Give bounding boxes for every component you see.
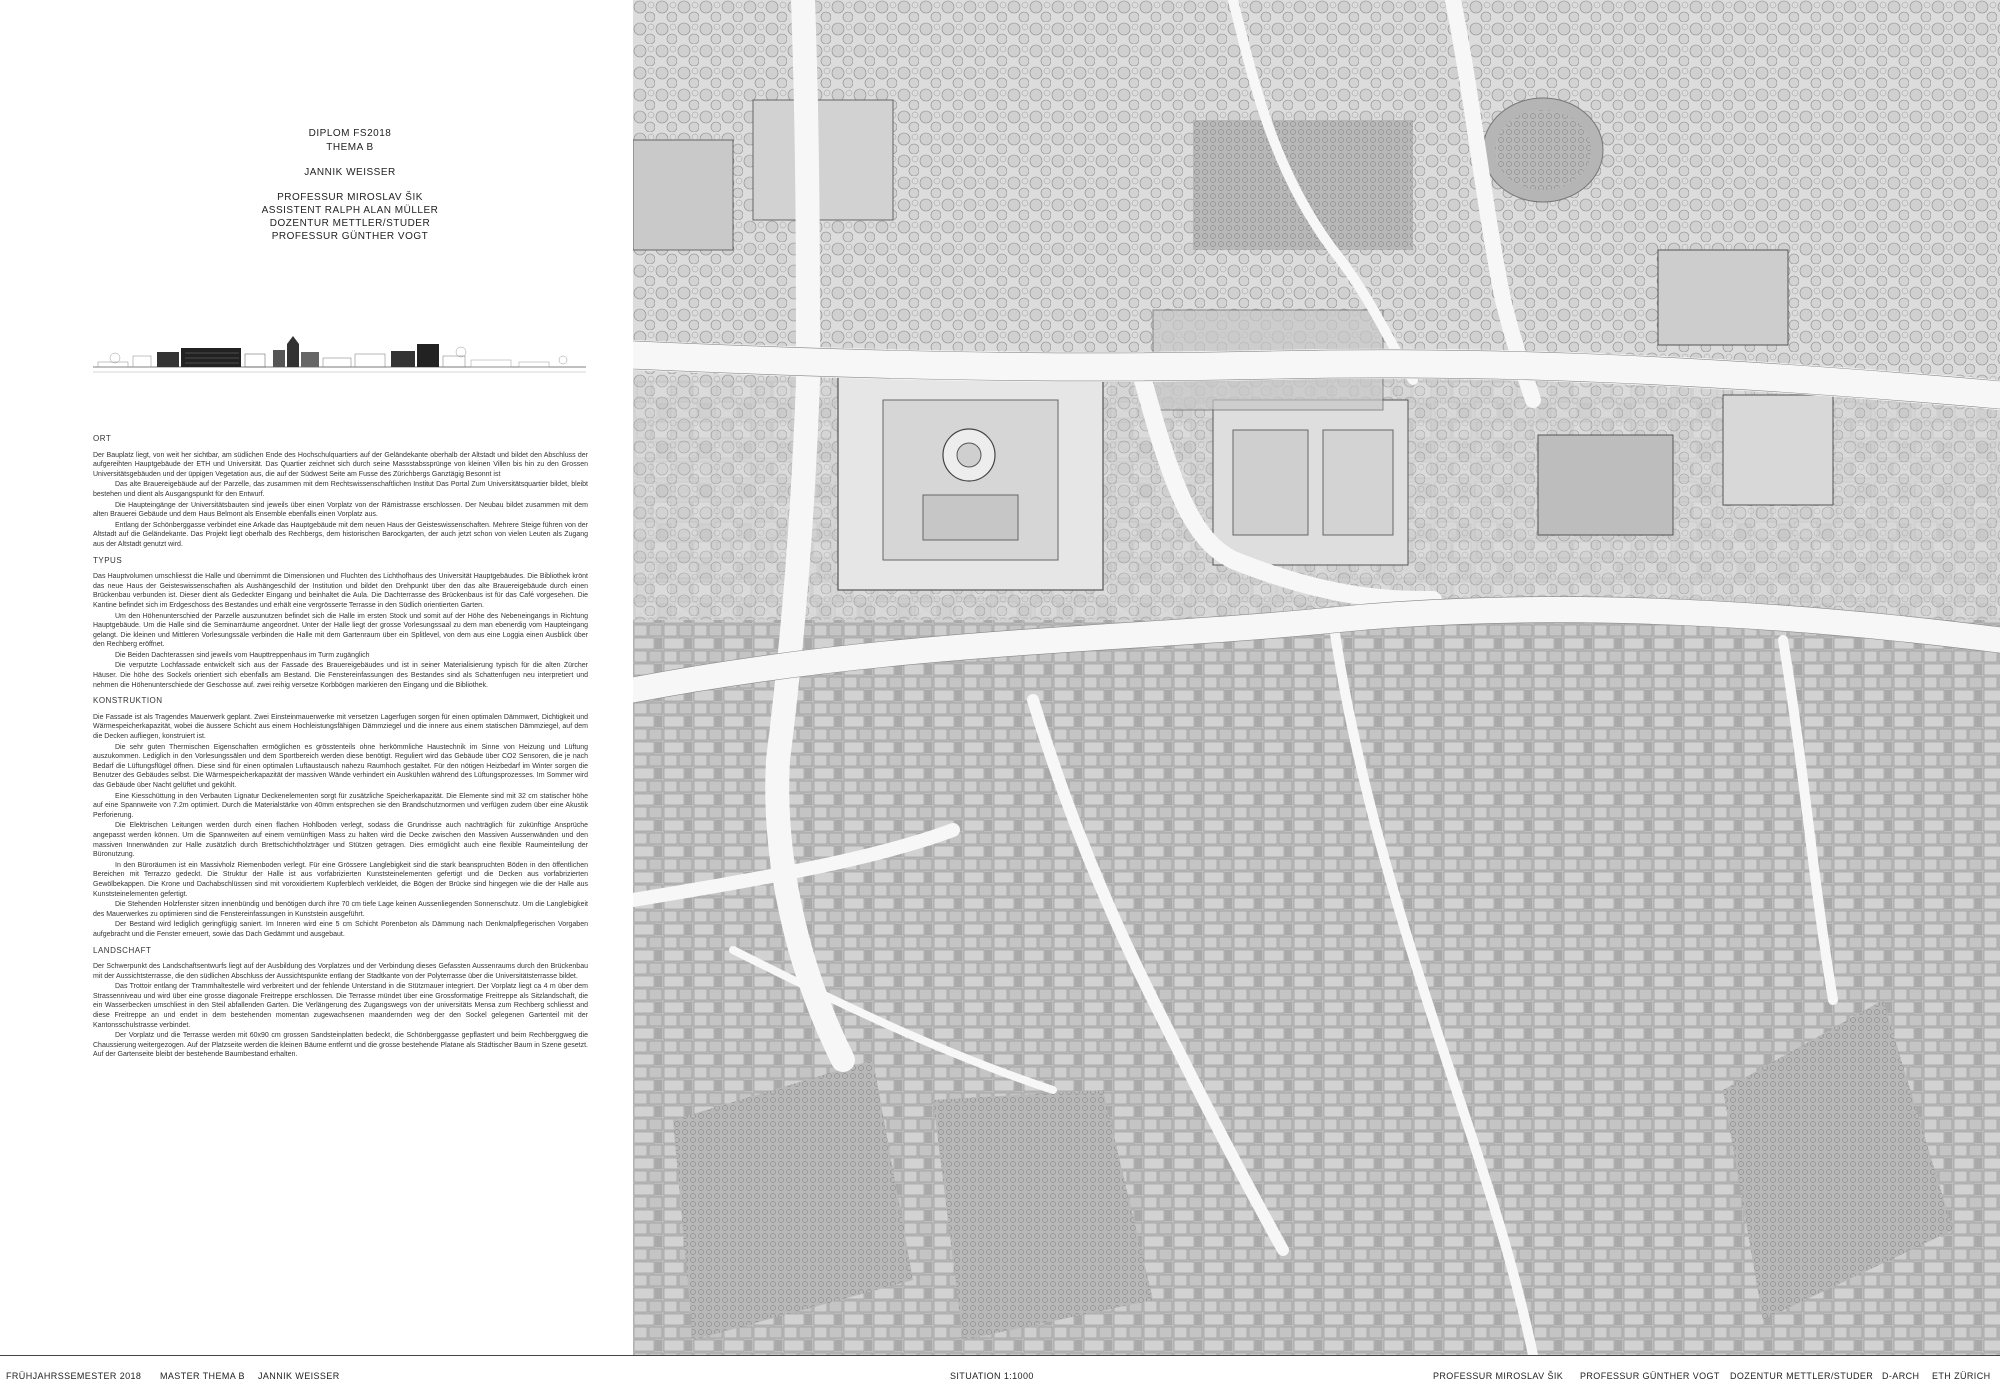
section-paragraph: In den Büroräumen ist ein Massivholz Riemenboden verlegt. Für eine Grössere Langlebigkeit sind die stark beanspruchten Böden in den öffentlichen Bereichen mit Terrazzo gedeckt. Die Struktur der Halle ist aus vorfabrizierten Kunststeinelementen gefertigt und die Decken aus vorfabrizierten Gewölbekappen. Die Krone und Dachabschlüssen sind mit voroxidiertem Kupferblech verkleidet, die Bögen der Brücke sind hingegen wie die der Halle aus Kunststeinelementen gefertigt. [93,861,588,898]
section-paragraph: Die Fassade ist als Tragendes Mauerwerk geplant. Zwei Einsteinmauerwerke mit versetzen Lagerfugen sorgen für einen optimalen Dämmwert, Dichtigkeit und Wärmespeicherkapazität, wobei die äussere Schicht aus einem Hochleistungsfähigen Dämmziegel und die innere aus einem statischen Dämmziegel, auf dem die Decken aufliegen, konstruiert ist. [93,713,588,741]
section-paragraph: Eine Kiesschüttung in den Verbauten Lignatur Deckenelementen sorgt für zusätzliche Speicherkapazität. Die Elemente sind mit 32 cm statischer höhe auf eine Spannweite von 7.2m optimiert. Durch die Materialstärke von 40mm entsprechen sie den Brandschutznormen und verfügen zudem über eine Akustik Perforierung. [93,792,588,819]
section-paragraph: Die verputzte Lochfassade entwickelt sich aus der Fassade des Brauereigebäudes und ist in seiner Materialisierung typisch für die alten Zürcher Häuser. Die höhe des Sockels orientiert sich ebenfalls am Bestand. Die Fenstereinfassungen des Bestandes sind als Schattenfugen neu interpretiert und nehmen die Höhenunterschiede der Geschosse auf. zwei reihig versetze Korbbögen markieren den Eingang und die Bibliothek. [93,662,588,689]
situation-site-plan [633,0,2000,1355]
staff-line-4: PROFESSUR GÜNTHER VOGT [271,231,429,242]
footer-department: D-ARCH [1882,1371,1920,1381]
section-paragraph: Um den Höhenunterschied der Parzelle auszunutzen befindet sich die Halle im ersten Stock und somit auf der Höhe des Nebeneingangs in Richtung Hauptgebäude. Um die Halle sind die Seminarräume angeordnet. Unter der Halle liegt der grosse Vorlesungssaal zu dem man ebenerdig vom Haupteingang gelangt. Die kleinen und Mittleren Vorlesungssäle verbinden die Halle mit dem Gartenraum über ein Splitlevel, von dem aus eine Loggia einen Ausblick über den Rechberg eröffnet. [93,612,588,649]
section-heading: LANDSCHAFT [93,945,152,955]
diploma-title: DIPLOM FS2018 [308,128,392,139]
staff-line-1: PROFESSUR MIROSLAV ŠIK [277,192,423,203]
footer-semester: FRÜHJAHRSSEMESTER 2018 [6,1371,142,1381]
street-elevation-drawing [93,318,586,380]
section-paragraph: Der Bestand wird lediglich geringfügig saniert. Im Inneren wird eine 5 cm Schicht Porenbeton als Dämmung nach Denkmalpflegerischen Vorgaben aufgebracht und die Fenster erneuert, sowie das Dach Gedämmt und ausgebaut. [93,921,588,938]
section-paragraph: Das Trottoir entlang der Trammhaltestelle wird verbreitert und der fehlende Unterstand in die Stützmauer integriert. Der Vorplatz liegt ca 4 m über dem Strassenniveau und wird über eine grosse diagonale Freitreppe erschlossen. Die Terrasse mündet über eine Grossformatige Freitreppe als Sitzlandschaft, die ein Wasserbecken umschliest in den Steil abfallenden Garten. Die Verlängerung des Zugangswegs von der universitäts Mensa zum Rechberg schliesst and diese Freitreppe an und endet in dem bestehenden momentan zugewachsenen maandernden weg der den Sockel gelegenen Gartenteil mit der Kantonsschulstrasse verbindet. [93,983,588,1029]
section-paragraph: Die sehr guten Thermischen Eigenschaften ermöglichen es grösstenteils ohne herkömmliche Haustechnik im Sinne von Heizung und Lüftung auszukommen. Lediglich in den Vorlesungssälen und dem Sportbereich werden diese benötigt. Reguliert wird das Gebäude über CO2 Sensoren, die je nach Bedarf die Lüftungsflügel öffnen. Diese sind für einen optimalen Luftaustausch nahezu Raumhoch gestaltet. Für den nötigen Heizbedarf im Winter sorgen die Benutzer des Gebäudes selbst. Die Wärmespeicherkapazität der massiven Wände verhindert ein Auskühlen während des Lüftungsprozesses. Im Sommer wird das Gebäude über Nacht gelüftet und gekühlt. [93,743,588,789]
section-paragraph: Die Elektrischen Leitungen werden durch einen flachen Hohlboden verlegt, sodass die Grundrisse auch nachträglich für zukünftige Ansprüche angepasst werden können. Um die Spannweiten auf einem vernünftigen Mass zu halten wird die Decke zwischen den Massiven Aussenwänden und den massiven Innenwänden zur Halle zusätzlich durch Brettschichtholzträger und Stützen getragen. Dies ermöglicht auch eine flexible Raumeinteilung der Büronutzung. [93,822,588,859]
text-column [0,0,630,1355]
section-paragraph: Die Stehenden Holzfenster sitzen innenbündig und benötigen durch ihre 70 cm tiefe Lage keinen Aussenliegenden Sonnenschutz. Um die Langlebigkeit des Mauerwerkes zu optimieren sind die Fenstereinfassungen in Kunststein ausgeführt. [93,901,588,918]
section-heading: ORT [93,434,112,443]
project-description [93,428,588,1061]
section-paragraph: Das alte Brauereigebäude auf der Parzelle, das zusammen mit dem Rechtswissenschaftlichen Institut Das Portal Zum Universitätsquartier bildet, bleibt bestehen und dient als Ausgangspunkt für den Entwurf. [93,481,588,498]
footer-plan-scale: SITUATION 1:1000 [950,1371,1034,1381]
section-paragraph: Das Hauptvolumen umschliesst die Halle und übernimmt die Dimensionen und Fluchten des Lichthofhaus des Universität Hauptgebäudes. Die Bibliothek krönt das neue Haus der Geisteswissenschaften als Aushängeschild der Institution und bildet den Drehpunkt über den das alte Brauereigebäude durch einen Brückenbau verbunden ist. Dieser dient als Gedeckter Eingang und beinhaltet die Aula. Die Dachterrasse des Brückenbaus ist für das Café vorgesehen. Die Kantine befindet sich im Erdgeschoss des Bestandes und erhält eine vergrösserte Terrasse in den Südlich orientierten Garten. [93,573,588,609]
footer-bar [0,1355,2000,1385]
section-heading: KONSTRUKTION [93,696,163,706]
section-paragraph: Der Bauplatz liegt, von weit her sichtbar, am südlichen Ende des Hochschulquartiers auf der Geländekante oberhalb der Altstadt und bildet den Abschluss der aufgereihten Hauptgebäude der ETH und Universität. Das Quartier zeichnet sich durch seine Massstabssprünge von kleinen Villen bis hin zu den Grossen Universitätsgebäuden und der üppigen Vegetation aus, die auf der Südwest Seite am Fusse des Zürichbergs Ganztägig Besonnt ist [93,451,588,478]
author-name: JANNIK WEISSER [304,167,396,178]
section-paragraph: Die Beiden Dachterassen sind jeweils vom Haupttreppenhaus im Turm zugänglich [115,651,370,659]
section-heading: TYPUS [93,555,123,565]
footer-prof-1: PROFESSUR MIROSLAV ŠIK [1433,1371,1564,1381]
footer-program: MASTER THEMA B [160,1371,245,1381]
footer-school: ETH ZÜRICH [1932,1371,1991,1381]
section-paragraph: Der Vorplatz und die Terrasse werden mit 60x90 cm grossen Sandsteinplatten bedeckt, die Schönberggasse gepflastert und beim Rechberggweg die Chaussierung weitergezogen. Auf der Platzseite werden die kleinen Bäume entfernt und die grosse bestehende Platane als Städtischer Baum in Szene gesetzt. Auf der Gartenseite bleibt der bestehende Baumbestand erhalten. [93,1032,588,1059]
section-paragraph: Entlang der Schönberggasse verbindet eine Arkade das Hauptgebäude mit dem neuen Haus der Geisteswissenschaften. Mehrere Steige führen von der Altstadt auf die Geländekante. Das Projekt liegt oberhalb des Rechbergs, dem historischen Barockgarten, der auch jetzt schon von vielen Leuten als Zugang aus der Altstadt genutzt wird. [93,521,588,548]
footer-author: JANNIK WEISSER [258,1371,340,1381]
section-paragraph: Der Schwerpunkt des Landschaftsentwurfs liegt auf der Ausbildung des Vorplatzes und der Verbindung dieses Gefassten Aussenraums durch den Brückenbau mit der Aussichtsterrasse, die den südlichen Abschluss der Aussichtspunkte entlang der Stadtkante von der Polyterrasse über die Universitätsterrasse bildet. [93,963,588,980]
footer-dozentur: DOZENTUR METTLER/STUDER [1730,1371,1874,1381]
staff-line-3: DOZENTUR METTLER/STUDER [269,218,431,229]
theme-label: THEMA B [326,142,374,153]
footer-prof-2: PROFESSUR GÜNTHER VOGT [1580,1371,1720,1381]
staff-line-2: ASSISTENT RALPH ALAN MÜLLER [261,205,439,216]
section-paragraph: Die Haupteingänge der Universitätsbauten sind jeweils über einen Vorplatz von der Rämistrasse erschlossen. Der Neubau bildet zusammen mit dem alten Brauerei Gebäude und dem Haus Belmont als Ensemble ebenfalls einen Vorplatz aus. [93,501,588,519]
